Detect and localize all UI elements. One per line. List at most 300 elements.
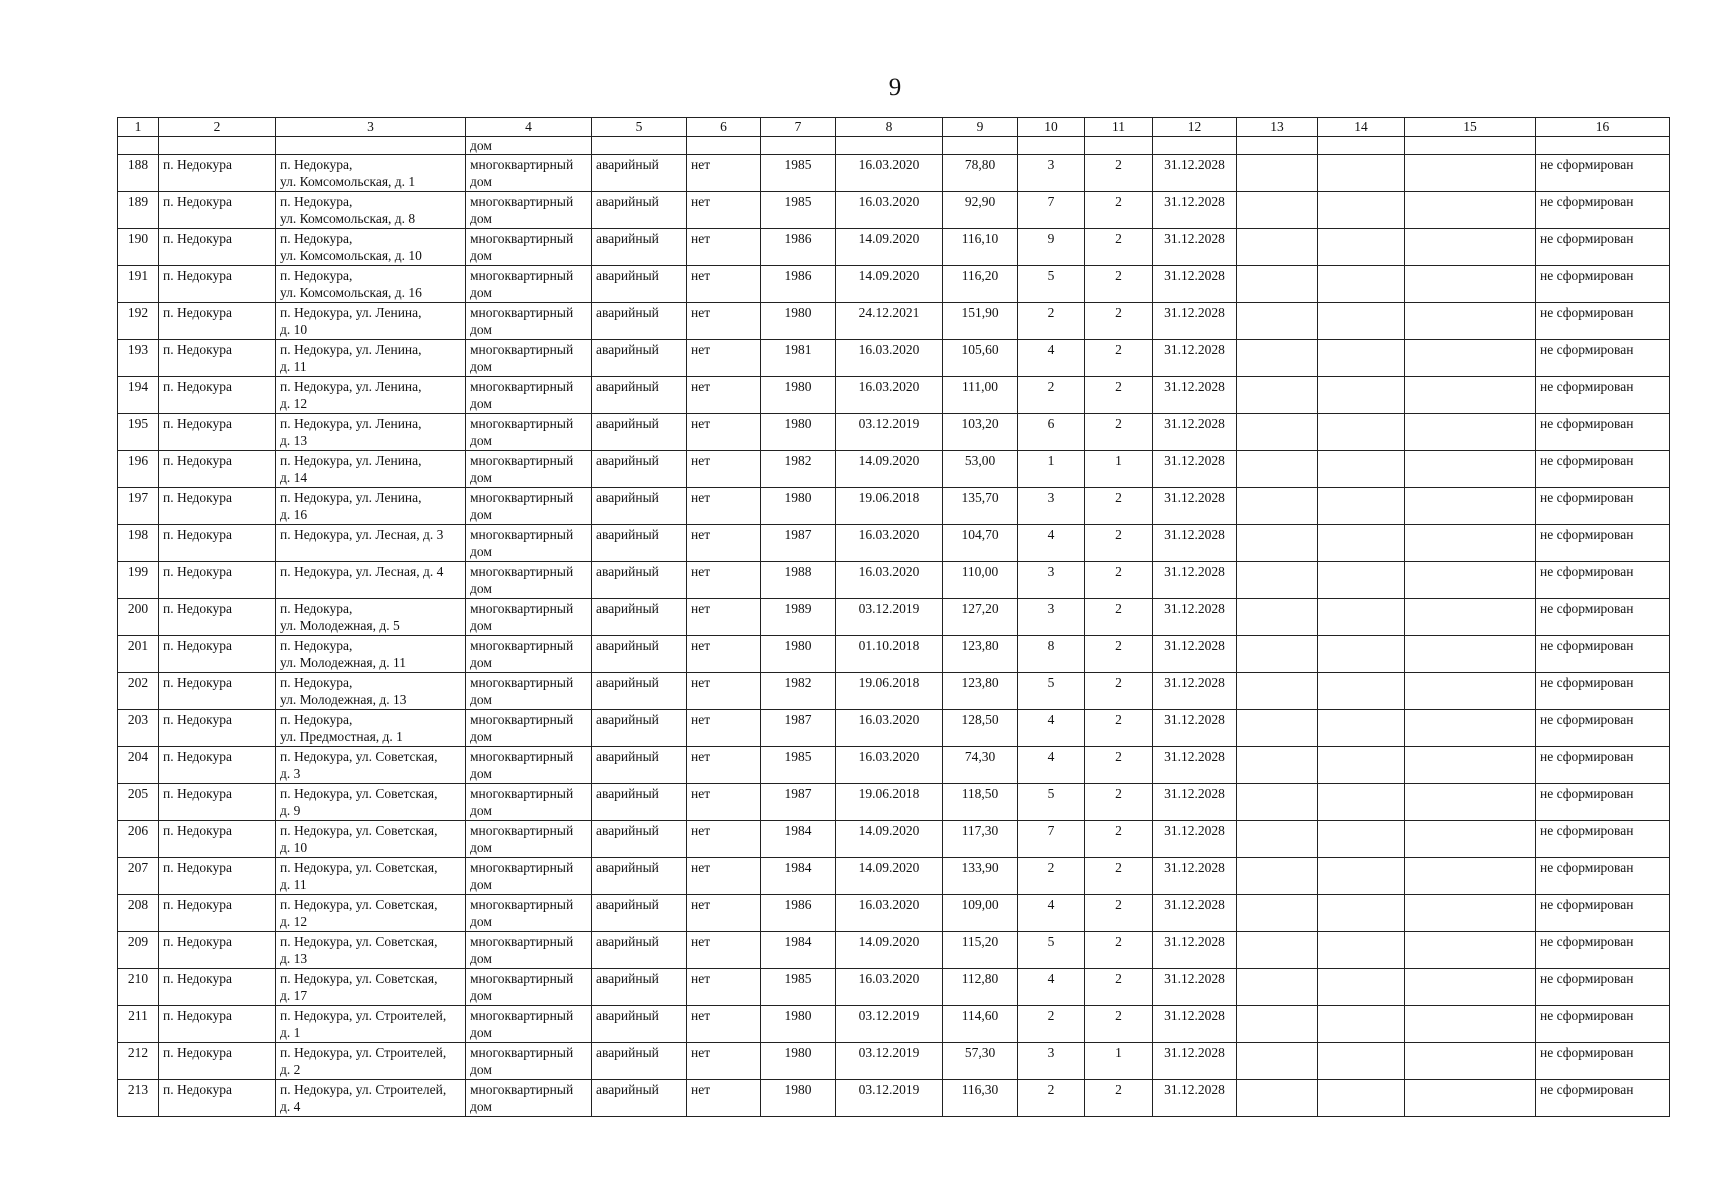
year-built: 1986 [761, 229, 836, 266]
units: 2 [1085, 784, 1153, 821]
table-row [118, 414, 1670, 451]
table-row [118, 747, 1670, 784]
empty-cell-13 [1237, 784, 1318, 821]
building-type [466, 932, 592, 969]
year-built: 1985 [761, 192, 836, 229]
building-type-line-2: дом [470, 877, 492, 892]
table-row [118, 1043, 1670, 1080]
housing-registry-table [117, 117, 1670, 1117]
area: 135,70 [943, 488, 1018, 525]
land-plot-state: не сформирован [1536, 451, 1670, 488]
empty-cell-13 [1237, 821, 1318, 858]
table-row [118, 636, 1670, 673]
row-number: 191 [118, 266, 159, 303]
address-line-1: п. Недокура, [280, 231, 353, 246]
table-row [118, 340, 1670, 377]
recognition-date: 14.09.2020 [836, 229, 943, 266]
deadline: 31.12.2028 [1153, 1043, 1237, 1080]
residents: 5 [1018, 932, 1085, 969]
building-type [466, 1006, 592, 1043]
units: 2 [1085, 266, 1153, 303]
empty-cell-14 [1318, 414, 1405, 451]
land-plot-state: не сформирован [1536, 932, 1670, 969]
residents: 3 [1018, 155, 1085, 192]
deadline: 31.12.2028 [1153, 562, 1237, 599]
column-number-15: 15 [1405, 118, 1536, 137]
condition-status: аварийный [592, 1043, 687, 1080]
building-type-line-2: дом [470, 655, 492, 670]
building-type-line-2: дом [470, 1025, 492, 1040]
flag: нет [687, 710, 761, 747]
condition-status: аварийный [592, 1080, 687, 1117]
units: 2 [1085, 229, 1153, 266]
row-number: 196 [118, 451, 159, 488]
empty-cell-15 [1405, 1006, 1536, 1043]
building-type-line-2: дом [470, 692, 492, 707]
units: 1 [1085, 1043, 1153, 1080]
settlement: п. Недокура [159, 710, 276, 747]
address-line-1: п. Недокура, ул. Ленина, [280, 490, 422, 505]
empty-cell-13 [1237, 1006, 1318, 1043]
address-line-1: п. Недокура, ул. Лесная, д. 4 [280, 564, 444, 579]
empty-cell-13 [1237, 969, 1318, 1006]
empty-cell-14 [1318, 932, 1405, 969]
building-type [466, 673, 592, 710]
year-built: 1986 [761, 895, 836, 932]
address-line-1: п. Недокура, ул. Советская, [280, 749, 438, 764]
recognition-date: 19.06.2018 [836, 784, 943, 821]
column-number-9: 9 [943, 118, 1018, 137]
building-type-line-1: многоквартирный [470, 305, 574, 320]
recognition-date: 14.09.2020 [836, 858, 943, 895]
land-plot-state: не сформирован [1536, 488, 1670, 525]
building-type-line-1: многоквартирный [470, 786, 574, 801]
column-number-6: 6 [687, 118, 761, 137]
building-type [466, 821, 592, 858]
address-line-2: д. 11 [280, 359, 307, 374]
address-line-1: п. Недокура, ул. Ленина, [280, 416, 422, 431]
deadline: 31.12.2028 [1153, 821, 1237, 858]
flag: нет [687, 155, 761, 192]
address [276, 155, 466, 192]
condition-status: аварийный [592, 1006, 687, 1043]
residents: 2 [1018, 377, 1085, 414]
building-type-line-2: дом [470, 211, 492, 226]
settlement: п. Недокура [159, 155, 276, 192]
empty-cell-13 [1237, 599, 1318, 636]
building-type-line-1: многоквартирный [470, 157, 574, 172]
address [276, 747, 466, 784]
address [276, 858, 466, 895]
deadline: 31.12.2028 [1153, 488, 1237, 525]
recognition-date: 16.03.2020 [836, 155, 943, 192]
residents: 4 [1018, 710, 1085, 747]
empty-cell-13 [1237, 673, 1318, 710]
flag: нет [687, 747, 761, 784]
address-line-2: д. 2 [280, 1062, 301, 1077]
residents: 9 [1018, 229, 1085, 266]
land-plot-state: не сформирован [1536, 1080, 1670, 1117]
settlement: п. Недокура [159, 303, 276, 340]
address-line-2: ул. Комсомольская, д. 1 [280, 174, 416, 189]
settlement: п. Недокура [159, 858, 276, 895]
residents: 4 [1018, 525, 1085, 562]
address [276, 636, 466, 673]
row-number: 210 [118, 969, 159, 1006]
land-plot-state: не сформирован [1536, 821, 1670, 858]
address-line-2: д. 3 [280, 766, 301, 781]
flag: нет [687, 192, 761, 229]
address [276, 525, 466, 562]
table-row [118, 821, 1670, 858]
settlement: п. Недокура [159, 377, 276, 414]
year-built: 1988 [761, 562, 836, 599]
land-plot-state: не сформирован [1536, 229, 1670, 266]
address [276, 562, 466, 599]
page-number: 9 [888, 74, 902, 101]
building-type-line-1: многоквартирный [470, 601, 574, 616]
building-type-line-2: дом [470, 396, 492, 411]
year-built: 1980 [761, 1043, 836, 1080]
empty-cell-13 [1237, 858, 1318, 895]
recognition-date: 01.10.2018 [836, 636, 943, 673]
table-row [118, 488, 1670, 525]
land-plot-state: не сформирован [1536, 710, 1670, 747]
residents: 5 [1018, 673, 1085, 710]
recognition-date: 16.03.2020 [836, 969, 943, 1006]
units: 2 [1085, 525, 1153, 562]
recognition-date: 14.09.2020 [836, 932, 943, 969]
deadline: 31.12.2028 [1153, 710, 1237, 747]
address-line-1: п. Недокура, ул. Ленина, [280, 342, 422, 357]
building-type-line-2: дом [470, 951, 492, 966]
address-line-2: д. 14 [280, 470, 308, 485]
row-number: 197 [118, 488, 159, 525]
empty-cell-14 [1318, 673, 1405, 710]
settlement: п. Недокура [159, 1043, 276, 1080]
condition-status: аварийный [592, 784, 687, 821]
address [276, 192, 466, 229]
flag: нет [687, 599, 761, 636]
empty-cell-13 [1237, 895, 1318, 932]
units: 2 [1085, 895, 1153, 932]
land-plot-state: не сформирован [1536, 562, 1670, 599]
year-built: 1982 [761, 451, 836, 488]
address-line-2: ул. Молодежная, д. 5 [280, 618, 400, 633]
row-number: 212 [118, 1043, 159, 1080]
building-type [466, 747, 592, 784]
condition-status: аварийный [592, 451, 687, 488]
address-line-1: п. Недокура, [280, 638, 353, 653]
condition-status: аварийный [592, 266, 687, 303]
address [276, 710, 466, 747]
address-line-2: д. 13 [280, 433, 308, 448]
empty-cell-13 [1237, 1043, 1318, 1080]
recognition-date: 16.03.2020 [836, 562, 943, 599]
condition-status: аварийный [592, 969, 687, 1006]
table-row [118, 155, 1670, 192]
empty-cell-13 [1237, 451, 1318, 488]
residents: 4 [1018, 747, 1085, 784]
building-type [466, 636, 592, 673]
empty-cell-14 [1318, 710, 1405, 747]
settlement: п. Недокура [159, 229, 276, 266]
building-type-line-1: многоквартирный [470, 823, 574, 838]
building-type-line-1: многоквартирный [470, 342, 574, 357]
address-line-2: д. 1 [280, 1025, 301, 1040]
empty-cell-15 [1405, 932, 1536, 969]
address-line-2: ул. Комсомольская, д. 10 [280, 248, 422, 263]
settlement: п. Недокура [159, 969, 276, 1006]
table-row [118, 451, 1670, 488]
recognition-date: 03.12.2019 [836, 1043, 943, 1080]
table-row [118, 303, 1670, 340]
land-plot-state: не сформирован [1536, 266, 1670, 303]
address-line-2: д. 9 [280, 803, 301, 818]
building-type [466, 451, 592, 488]
recognition-date: 03.12.2019 [836, 1080, 943, 1117]
year-built: 1989 [761, 599, 836, 636]
empty-cell-14 [1318, 562, 1405, 599]
land-plot-state: не сформирован [1536, 636, 1670, 673]
empty-cell-15 [1405, 488, 1536, 525]
deadline: 31.12.2028 [1153, 229, 1237, 266]
building-type-line-1: многоквартирный [470, 1045, 574, 1060]
deadline: 31.12.2028 [1153, 525, 1237, 562]
table-row [118, 1006, 1670, 1043]
residents: 7 [1018, 821, 1085, 858]
building-type [466, 710, 592, 747]
units: 2 [1085, 1080, 1153, 1117]
empty-cell-14 [1318, 229, 1405, 266]
residents: 3 [1018, 562, 1085, 599]
empty-cell-14 [1318, 636, 1405, 673]
address-line-1: п. Недокура, ул. Советская, [280, 897, 438, 912]
building-type [466, 858, 592, 895]
row-number: 213 [118, 1080, 159, 1117]
building-type-line-2: дом [470, 914, 492, 929]
continuation-row [118, 137, 1670, 155]
empty-cell-14 [1318, 192, 1405, 229]
flag: нет [687, 1080, 761, 1117]
settlement: п. Недокура [159, 821, 276, 858]
area: 109,00 [943, 895, 1018, 932]
empty-cell-14 [1318, 525, 1405, 562]
empty-cell-14 [1318, 155, 1405, 192]
row-number: 200 [118, 599, 159, 636]
recognition-date: 19.06.2018 [836, 673, 943, 710]
area: 115,20 [943, 932, 1018, 969]
settlement: п. Недокура [159, 414, 276, 451]
residents: 4 [1018, 340, 1085, 377]
flag: нет [687, 821, 761, 858]
row-number: 203 [118, 710, 159, 747]
units: 1 [1085, 451, 1153, 488]
building-type [466, 599, 592, 636]
empty-cell-15 [1405, 340, 1536, 377]
year-built: 1980 [761, 414, 836, 451]
building-type [466, 562, 592, 599]
column-number-16: 16 [1536, 118, 1670, 137]
building-type [466, 340, 592, 377]
recognition-date: 03.12.2019 [836, 1006, 943, 1043]
units: 2 [1085, 599, 1153, 636]
residents: 3 [1018, 488, 1085, 525]
building-type [466, 525, 592, 562]
address-line-2: д. 10 [280, 840, 308, 855]
address [276, 821, 466, 858]
area: 53,00 [943, 451, 1018, 488]
empty-cell-14 [1318, 821, 1405, 858]
table-row [118, 525, 1670, 562]
deadline: 31.12.2028 [1153, 266, 1237, 303]
area: 110,00 [943, 562, 1018, 599]
address [276, 229, 466, 266]
area: 118,50 [943, 784, 1018, 821]
land-plot-state: не сформирован [1536, 747, 1670, 784]
area: 112,80 [943, 969, 1018, 1006]
column-number-8: 8 [836, 118, 943, 137]
address-line-2: ул. Молодежная, д. 13 [280, 692, 407, 707]
units: 2 [1085, 747, 1153, 784]
address [276, 340, 466, 377]
flag: нет [687, 451, 761, 488]
recognition-date: 03.12.2019 [836, 414, 943, 451]
building-type [466, 155, 592, 192]
condition-status: аварийный [592, 303, 687, 340]
units: 2 [1085, 1006, 1153, 1043]
recognition-date: 14.09.2020 [836, 451, 943, 488]
row-number: 207 [118, 858, 159, 895]
area: 114,60 [943, 1006, 1018, 1043]
building-type-line-1: многоквартирный [470, 1008, 574, 1023]
flag: нет [687, 377, 761, 414]
land-plot-state: не сформирован [1536, 414, 1670, 451]
deadline: 31.12.2028 [1153, 599, 1237, 636]
empty-cell-15 [1405, 599, 1536, 636]
table-row [118, 932, 1670, 969]
address-line-2: ул. Комсомольская, д. 8 [280, 211, 416, 226]
empty-cell-14 [1318, 303, 1405, 340]
area: 57,30 [943, 1043, 1018, 1080]
area: 105,60 [943, 340, 1018, 377]
deadline: 31.12.2028 [1153, 636, 1237, 673]
empty-cell-15 [1405, 821, 1536, 858]
condition-status: аварийный [592, 821, 687, 858]
building-type-line-2: дом [470, 988, 492, 1003]
address-line-1: п. Недокура, ул. Советская, [280, 934, 438, 949]
empty-cell-15 [1405, 229, 1536, 266]
recognition-date: 16.03.2020 [836, 525, 943, 562]
year-built: 1980 [761, 488, 836, 525]
address [276, 488, 466, 525]
residents: 2 [1018, 1080, 1085, 1117]
flag: нет [687, 229, 761, 266]
building-type [466, 488, 592, 525]
recognition-date: 16.03.2020 [836, 710, 943, 747]
deadline: 31.12.2028 [1153, 451, 1237, 488]
area: 127,20 [943, 599, 1018, 636]
building-type [466, 377, 592, 414]
deadline: 31.12.2028 [1153, 340, 1237, 377]
empty-cell-14 [1318, 451, 1405, 488]
deadline: 31.12.2028 [1153, 303, 1237, 340]
column-number-11: 11 [1085, 118, 1153, 137]
building-type [466, 229, 592, 266]
flag: нет [687, 1043, 761, 1080]
building-type-line-1: многоквартирный [470, 860, 574, 875]
area: 133,90 [943, 858, 1018, 895]
settlement: п. Недокура [159, 192, 276, 229]
recognition-date: 03.12.2019 [836, 599, 943, 636]
land-plot-state: не сформирован [1536, 599, 1670, 636]
empty-cell-13 [1237, 562, 1318, 599]
building-type-line-2: дом [470, 1099, 492, 1114]
empty-cell-14 [1318, 266, 1405, 303]
settlement: п. Недокура [159, 1006, 276, 1043]
row-number: 199 [118, 562, 159, 599]
residents: 3 [1018, 1043, 1085, 1080]
column-number-1: 1 [118, 118, 159, 137]
condition-status: аварийный [592, 710, 687, 747]
deadline: 31.12.2028 [1153, 414, 1237, 451]
building-type-line-2: дом [470, 507, 492, 522]
building-type [466, 192, 592, 229]
address-line-1: п. Недокура, [280, 268, 353, 283]
year-built: 1987 [761, 525, 836, 562]
table-row [118, 266, 1670, 303]
empty-cell-15 [1405, 414, 1536, 451]
building-type-line-1: многоквартирный [470, 675, 574, 690]
flag: нет [687, 1006, 761, 1043]
row-number: 194 [118, 377, 159, 414]
building-type [466, 414, 592, 451]
building-type-line-2: дом [470, 803, 492, 818]
empty-cell-13 [1237, 192, 1318, 229]
residents: 4 [1018, 895, 1085, 932]
empty-cell-13 [1237, 747, 1318, 784]
address [276, 303, 466, 340]
area: 116,30 [943, 1080, 1018, 1117]
recognition-date: 14.09.2020 [836, 266, 943, 303]
table-row [118, 377, 1670, 414]
settlement: п. Недокура [159, 562, 276, 599]
land-plot-state: не сформирован [1536, 155, 1670, 192]
building-type-line-2: дом [470, 840, 492, 855]
row-number: 198 [118, 525, 159, 562]
residents: 5 [1018, 266, 1085, 303]
address [276, 673, 466, 710]
empty-cell-14 [1318, 1006, 1405, 1043]
address-line-1: п. Недокура, ул. Советская, [280, 786, 438, 801]
table-row [118, 969, 1670, 1006]
building-type-line-2: дом [470, 618, 492, 633]
table-row [118, 562, 1670, 599]
address [276, 266, 466, 303]
land-plot-state: не сформирован [1536, 377, 1670, 414]
address [276, 451, 466, 488]
row-number: 193 [118, 340, 159, 377]
residents: 3 [1018, 599, 1085, 636]
building-type-line-2: дом [470, 248, 492, 263]
area: 104,70 [943, 525, 1018, 562]
settlement: п. Недокура [159, 1080, 276, 1117]
building-type-line-2: дом [470, 581, 492, 596]
empty-cell-15 [1405, 266, 1536, 303]
condition-status: аварийный [592, 414, 687, 451]
land-plot-state: не сформирован [1536, 525, 1670, 562]
deadline: 31.12.2028 [1153, 932, 1237, 969]
